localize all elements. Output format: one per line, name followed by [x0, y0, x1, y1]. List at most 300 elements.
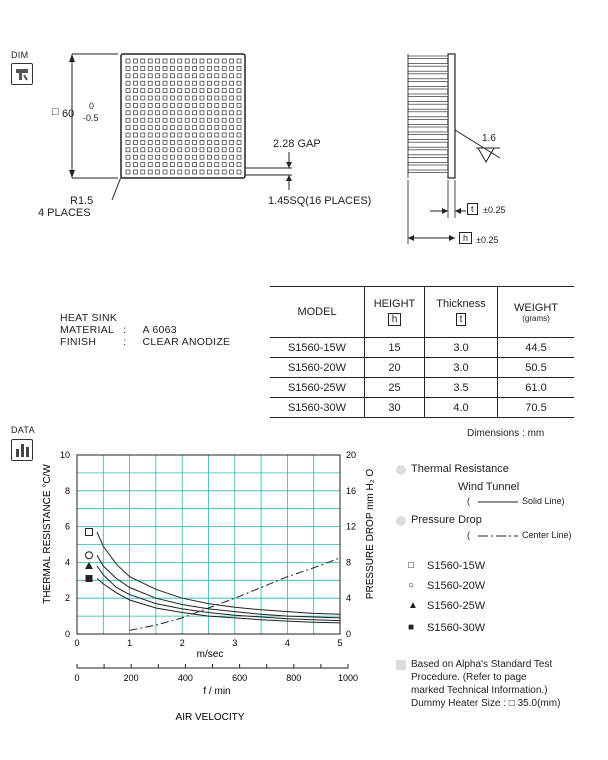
material-value: A 6063: [142, 324, 177, 336]
pin: [148, 74, 152, 78]
legend-solid-line: Solid Line): [522, 496, 565, 506]
cell-model: S1560-15W: [270, 338, 365, 358]
x-tick-label: 5: [337, 638, 343, 648]
gap-leader: [245, 152, 292, 190]
x2-tick-label: 400: [177, 673, 193, 683]
legend-model-1: S1560-15W: [427, 560, 486, 572]
pin: [193, 163, 197, 167]
pin: [170, 118, 174, 122]
pin: [193, 81, 197, 85]
pin: [156, 133, 160, 137]
pin: [185, 163, 189, 167]
pin: [163, 96, 167, 100]
note-line-4: Dummy Heater Size : □ 35.0(mm): [411, 698, 561, 709]
pin: [215, 66, 219, 70]
cell-weight: 44.5: [498, 338, 575, 358]
pin: [163, 148, 167, 152]
pin: [148, 163, 152, 167]
y-tick-label: 6: [64, 521, 70, 532]
pin: [215, 148, 219, 152]
pin: [170, 140, 174, 144]
x-tick-label: 1: [127, 638, 133, 648]
pin: [222, 59, 226, 63]
fin: [408, 170, 448, 173]
pin: [178, 133, 182, 137]
pin: [148, 89, 152, 93]
pin: [207, 170, 211, 174]
radius-label: R1.5: [70, 195, 94, 207]
cell-model: S1560-25W: [270, 378, 365, 398]
marker-filled-square: [85, 575, 92, 582]
pin: [222, 96, 226, 100]
note-line-3: marked Technical Information.): [411, 685, 548, 696]
pin: [163, 155, 167, 159]
pin: [163, 133, 167, 137]
note-line-2: Procedure. (Refer to page: [411, 672, 527, 683]
pin: [133, 163, 137, 167]
units-note: Dimensions : mm: [467, 428, 545, 439]
legend-model-3: S1560-25W: [427, 600, 486, 612]
fin: [408, 64, 448, 67]
pin: [126, 163, 130, 167]
pin: [193, 118, 197, 122]
pin: [141, 59, 145, 63]
finish-colon: :: [123, 336, 127, 348]
fins: [408, 56, 448, 173]
chart-markers: [85, 528, 93, 582]
pin: [193, 126, 197, 130]
pin: [193, 89, 197, 93]
cell-weight: 61.0: [498, 378, 575, 398]
pin: [178, 59, 182, 63]
pin: [185, 96, 189, 100]
pin: [133, 96, 137, 100]
pin: [148, 126, 152, 130]
pin: [133, 89, 137, 93]
pin: [215, 170, 219, 174]
pin: [207, 81, 211, 85]
chart-grid: [77, 455, 340, 634]
fin: [408, 94, 448, 97]
pin: [156, 111, 160, 115]
pin: [148, 111, 152, 115]
fin: [408, 102, 448, 105]
fin: [408, 140, 448, 143]
pin: [178, 74, 182, 78]
pin: [156, 89, 160, 93]
pin: [207, 89, 211, 93]
pin: [230, 103, 234, 107]
pin: [178, 140, 182, 144]
y2-tick-label: 4: [346, 593, 352, 604]
pin: [200, 163, 204, 167]
pin: [156, 66, 160, 70]
pin: [141, 89, 145, 93]
pin: [126, 140, 130, 144]
pin: [178, 155, 182, 159]
pin: [193, 66, 197, 70]
pin: [230, 148, 234, 152]
pin: [193, 170, 197, 174]
pin: [222, 155, 226, 159]
pin: [126, 74, 130, 78]
pin: [237, 140, 241, 144]
pin: [126, 155, 130, 159]
pin: [185, 118, 189, 122]
pin: [237, 155, 241, 159]
pin: [207, 155, 211, 159]
data-badge-label: DATA: [11, 425, 35, 435]
filled-triangle-icon: ▲: [408, 600, 418, 611]
pin: [230, 140, 234, 144]
pin: [185, 103, 189, 107]
pin: [163, 118, 167, 122]
pin: [222, 126, 226, 130]
pin: [215, 133, 219, 137]
material-title: HEAT SINK: [60, 312, 118, 324]
pin: [222, 148, 226, 152]
pin: [148, 148, 152, 152]
pin: [230, 96, 234, 100]
dim-badge-label: DIM: [11, 50, 29, 60]
y2-tick-label: 8: [346, 557, 352, 568]
cell-model: S1560-30W: [270, 398, 365, 418]
pin: [237, 126, 241, 130]
table-row: [270, 378, 574, 398]
legend-model-2: S1560-20W: [427, 580, 486, 592]
pin: [148, 133, 152, 137]
pin: [200, 140, 204, 144]
thermal-line-2: [97, 555, 340, 618]
pin: [170, 163, 174, 167]
pin: [230, 170, 234, 174]
pin: [141, 140, 145, 144]
pin: [170, 103, 174, 107]
finish-value: CLEAR ANODIZE: [142, 336, 231, 348]
fin: [408, 79, 448, 82]
pin: [133, 133, 137, 137]
pin: [200, 155, 204, 159]
y-tick-label: 4: [64, 557, 70, 568]
pressure-bullet-icon: [396, 516, 406, 526]
fin: [408, 155, 448, 158]
cell-height: 20: [365, 358, 425, 378]
pin: [215, 163, 219, 167]
pin: [170, 126, 174, 130]
chart-series: [97, 532, 340, 630]
pin: [237, 111, 241, 115]
pin: [185, 66, 189, 70]
pin: [170, 66, 174, 70]
pin: [193, 74, 197, 78]
fin: [408, 71, 448, 74]
pin: [170, 81, 174, 85]
pin: [156, 140, 160, 144]
material-colon: :: [123, 324, 127, 336]
pin: [163, 163, 167, 167]
pin: [126, 148, 130, 152]
marker-filled-triangle: [85, 562, 93, 569]
pin: [215, 81, 219, 85]
legend-solid-paren: (: [467, 496, 470, 506]
legend-center-paren: (: [467, 530, 470, 540]
y-tick-label: 2: [64, 593, 70, 604]
pin: [156, 170, 160, 174]
pin: [185, 81, 189, 85]
pin: [222, 74, 226, 78]
fin: [408, 132, 448, 135]
pin: [170, 74, 174, 78]
pin: [193, 133, 197, 137]
pin: [215, 118, 219, 122]
x2-tick-label: 600: [232, 673, 248, 683]
pin: [133, 66, 137, 70]
pin: [170, 155, 174, 159]
pin: [133, 81, 137, 85]
pin: [200, 103, 204, 107]
pin: [170, 111, 174, 115]
x2-tick-label: 1000: [337, 673, 359, 683]
pin: [156, 74, 160, 78]
marker-open-circle: [85, 552, 92, 559]
table-header-row: [270, 287, 574, 338]
pin: [163, 111, 167, 115]
pin: [126, 133, 130, 137]
pin: [185, 89, 189, 93]
pin: [193, 148, 197, 152]
filled-square-icon: ■: [408, 622, 415, 633]
pin: [170, 59, 174, 63]
pin: [237, 74, 241, 78]
fin: [408, 117, 448, 120]
legend-thermal: Thermal Resistance: [411, 463, 509, 475]
pin: [207, 111, 211, 115]
pin: [237, 148, 241, 152]
pin: [178, 89, 182, 93]
pin: [126, 89, 130, 93]
pin: [237, 89, 241, 93]
y2-axis-label: PRESSURE DROP mm H₂ O: [365, 468, 376, 600]
pin: [230, 163, 234, 167]
table-row: [270, 338, 574, 358]
pin: [163, 89, 167, 93]
pin: [156, 96, 160, 100]
pin: [178, 148, 182, 152]
solid-line-sample: [478, 500, 518, 504]
pin: [156, 103, 160, 107]
y-tick-label: 8: [64, 485, 70, 496]
pin: [207, 59, 211, 63]
th-thickness: [425, 287, 498, 338]
pin: [237, 170, 241, 174]
pin: [133, 170, 137, 174]
pin: [148, 140, 152, 144]
pin: [126, 81, 130, 85]
marker-open-square: [85, 528, 92, 535]
pin: [230, 111, 234, 115]
thermal-bullet-icon: [396, 465, 406, 475]
pin: [170, 170, 174, 174]
pin: [185, 126, 189, 130]
pin: [163, 59, 167, 63]
pin: [200, 126, 204, 130]
pin: [215, 140, 219, 144]
fin: [408, 86, 448, 89]
heatsink-top-view: [112, 54, 245, 200]
pin: [141, 163, 145, 167]
note-line-1: Based on Alpha's Standard Test: [411, 659, 553, 670]
dim-drawing: [0, 40, 608, 260]
performance-chart: [0, 440, 400, 740]
fin: [408, 147, 448, 150]
pin: [156, 59, 160, 63]
pin-size-label: 1.45SQ(16 PLACES): [268, 195, 372, 207]
pin: [185, 59, 189, 63]
pin: [230, 59, 234, 63]
cell-height: 15: [365, 338, 425, 358]
side-tol-lower: -0.5: [83, 113, 99, 123]
pin: [163, 140, 167, 144]
pin: [215, 89, 219, 93]
pin: [193, 103, 197, 107]
pin: [185, 155, 189, 159]
pin: [200, 96, 204, 100]
pin: [156, 155, 160, 159]
pin: [200, 59, 204, 63]
legend-wind-tunnel: Wind Tunnel: [458, 481, 520, 493]
pin: [193, 59, 197, 63]
x2-axis-label: f / min: [203, 686, 231, 697]
chart-axes: [77, 455, 348, 668]
pin: [200, 133, 204, 137]
th-height-label: HEIGHT: [373, 298, 416, 310]
pin: [237, 118, 241, 122]
table-row: [270, 398, 574, 418]
fin: [408, 124, 448, 127]
pin: [185, 140, 189, 144]
x2-tick-label: 0: [74, 673, 80, 683]
side-tol-upper: 0: [89, 101, 95, 111]
cell-thickness: 3.0: [425, 338, 498, 358]
pin: [141, 118, 145, 122]
y2-tick-label: 20: [346, 450, 357, 460]
pin: [126, 59, 130, 63]
pin: [126, 103, 130, 107]
air-velocity-label: AIR VELOCITY: [175, 712, 245, 723]
pin: [230, 74, 234, 78]
pin: [230, 155, 234, 159]
pin: [230, 89, 234, 93]
x-tick-label: 0: [74, 638, 80, 648]
pin: [148, 66, 152, 70]
legend-center-line: Center Line): [522, 530, 572, 540]
pin: [133, 111, 137, 115]
radius-places-label: 4 PLACES: [38, 207, 91, 219]
pin: [200, 74, 204, 78]
cell-height: 30: [365, 398, 425, 418]
gap-label: 2.28 GAP: [273, 138, 321, 150]
pin: [200, 81, 204, 85]
pin: [141, 133, 145, 137]
heatsink-side-view: [408, 54, 500, 244]
pin: [222, 66, 226, 70]
th-height: [365, 287, 425, 338]
pin: [141, 66, 145, 70]
pin: [207, 103, 211, 107]
pin: [141, 81, 145, 85]
pin: [200, 89, 204, 93]
pin: [230, 133, 234, 137]
pin: [148, 96, 152, 100]
pin: [170, 133, 174, 137]
x2-tick-label: 800: [286, 673, 302, 683]
pin: [222, 81, 226, 85]
pin: [207, 133, 211, 137]
open-circle-icon: ○: [408, 580, 415, 591]
pin: [133, 118, 137, 122]
cell-model: S1560-20W: [270, 358, 365, 378]
pin: [222, 163, 226, 167]
pin: [215, 103, 219, 107]
cell-thickness: 3.5: [425, 378, 498, 398]
pin: [178, 81, 182, 85]
spec-table: [270, 286, 574, 418]
material-row: [60, 324, 177, 336]
pin: [141, 111, 145, 115]
pin: [163, 66, 167, 70]
side-box-symbol: □: [52, 106, 59, 118]
pin: [215, 126, 219, 130]
pin: [207, 66, 211, 70]
t-tolerance: ±0.25: [483, 205, 506, 215]
pin: [170, 96, 174, 100]
pin: [185, 170, 189, 174]
pin: [193, 111, 197, 115]
x-tick-label: 3: [232, 638, 238, 648]
pin: [178, 126, 182, 130]
pin: [141, 96, 145, 100]
pin: [185, 74, 189, 78]
h-tolerance: ±0.25: [476, 235, 499, 245]
pin: [178, 170, 182, 174]
pin: [156, 126, 160, 130]
pin: [200, 111, 204, 115]
pin: [207, 148, 211, 152]
pin: [133, 155, 137, 159]
cell-thickness: 3.0: [425, 358, 498, 378]
pin: [141, 103, 145, 107]
pin: [148, 155, 152, 159]
pin: [230, 118, 234, 122]
pin: [163, 170, 167, 174]
pin: [222, 118, 226, 122]
th-thickness-symbol: t: [456, 313, 467, 326]
th-model: MODEL: [270, 287, 365, 338]
pin: [148, 59, 152, 63]
pin: [237, 59, 241, 63]
pin: [193, 155, 197, 159]
pin: [163, 126, 167, 130]
pin: [237, 66, 241, 70]
pin: [178, 118, 182, 122]
cell-weight: 50.5: [498, 358, 575, 378]
pin: [222, 111, 226, 115]
th-thickness-label: Thickness: [436, 298, 486, 310]
cell-thickness: 4.0: [425, 398, 498, 418]
pin: [230, 126, 234, 130]
pin: [141, 148, 145, 152]
pin: [178, 111, 182, 115]
